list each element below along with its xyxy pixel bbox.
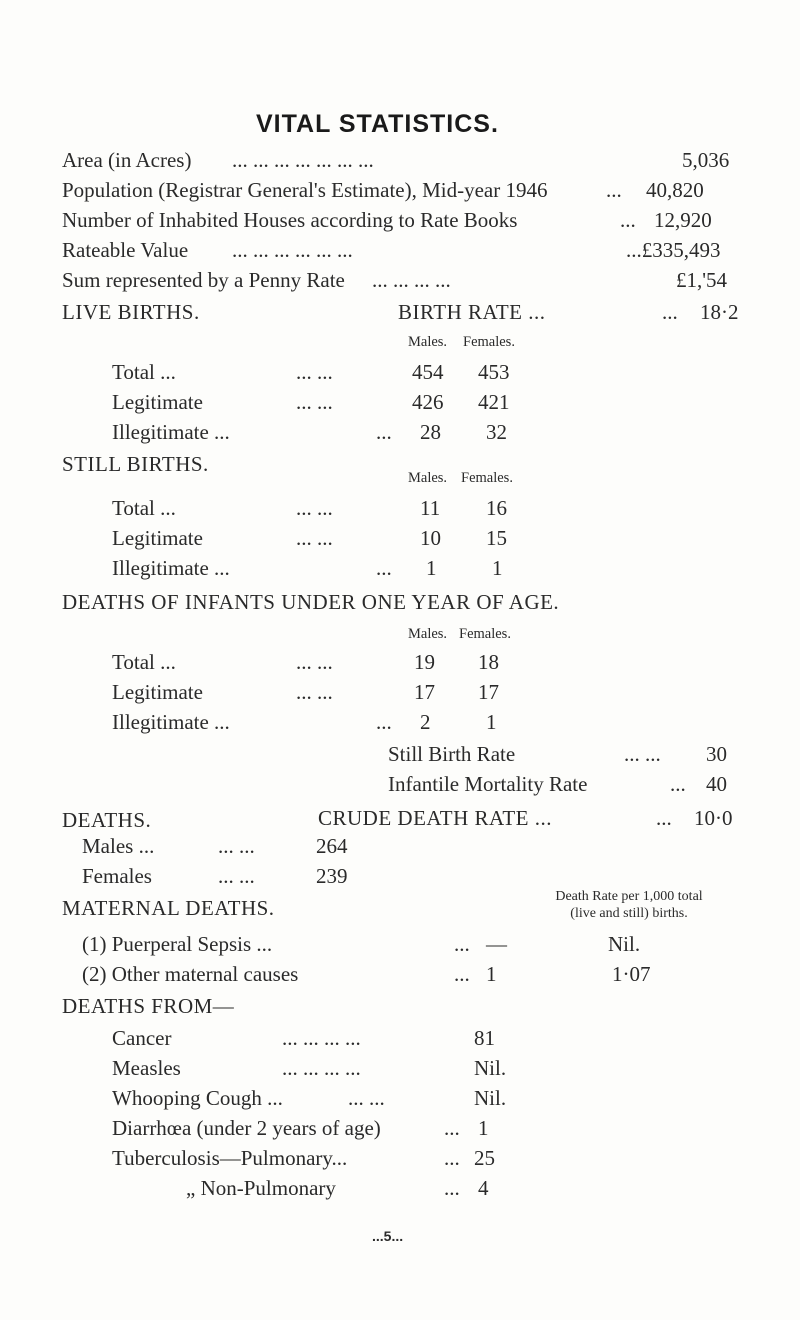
tuberculosis-pulmonary-label: Tuberculosis—Pulmonary... [112,1146,348,1170]
still-births-illegitimate-females: 1 [492,556,503,580]
live-births-total-label: Total ... [112,360,176,384]
still-births-legitimate-females: 15 [486,526,507,550]
live-births-illegitimate-females: 32 [486,420,507,444]
live-births-females-header: Females. [463,334,515,350]
diarrhoea-label: Diarrhœa (under 2 years of age) [112,1116,381,1140]
live-births-heading: LIVE BIRTHS. [62,300,200,324]
houses-dots: ... [620,208,636,232]
cancer-dots: ... ... ... ... [282,1026,361,1050]
page-number: ...5... [372,1228,404,1244]
live-births-total-males: 454 [412,360,444,384]
infant-deaths-total-label: Total ... [112,650,176,674]
infantile-mortality-rate-value: 40 [706,772,727,796]
measles-dots: ... ... ... ... [282,1056,361,1080]
deaths-males-label: Males ... [82,834,155,858]
whooping-cough-dots: ... ... [348,1086,385,1110]
infant-deaths-total-females: 18 [478,650,499,674]
tuberculosis-non-pulmonary-label: „ Non-Pulmonary [186,1176,336,1200]
maternal-rate-note [524,888,734,922]
area-label: Area (in Acres) [62,148,192,172]
penny-rate-label: Sum represented by a Penny Rate [62,268,345,292]
deaths-females-label: Females [82,864,152,888]
infant-deaths-females-header: Females. [459,626,511,642]
infantile-mortality-rate-label: Infantile Mortality Rate [388,772,588,796]
still-births-legitimate-label: Legitimate [112,526,203,550]
infant-deaths-legitimate-dots: ... ... [296,680,333,704]
puerperal-sepsis-count: — [486,932,507,956]
infant-deaths-illegitimate-females: 1 [486,710,497,734]
other-maternal-causes-label: (2) Other maternal causes [82,962,299,986]
still-births-total-males: 11 [420,496,441,520]
cancer-label: Cancer [112,1026,172,1050]
rateable-value-dots: ... ... ... ... ... ... [232,238,353,262]
deaths-females-value: 239 [316,864,348,888]
still-births-illegitimate-males: 1 [426,556,437,580]
deaths-males-value: 264 [316,834,348,858]
deaths-females-dots: ... ... [218,864,255,888]
live-births-males-header: Males. [408,334,448,350]
live-births-illegitimate-label: Illegitimate ... [112,420,230,444]
whooping-cough-label: Whooping Cough ... [112,1086,283,1110]
maternal-rate-note-line2: (live and still) births. [570,906,688,921]
page-title: VITAL STATISTICS. [256,110,499,138]
puerperal-sepsis-rate: Nil. [608,932,641,956]
live-births-illegitimate-males: 28 [420,420,441,444]
still-births-total-label: Total ... [112,496,176,520]
measles-label: Measles [112,1056,181,1080]
deaths-males-dots: ... ... [218,834,255,858]
live-births-total-females: 453 [478,360,510,384]
still-births-illegitimate-dots: ... [376,556,392,580]
live-births-legitimate-males: 426 [412,390,444,414]
maternal-deaths-heading: MATERNAL DEATHS. [62,896,275,920]
infant-deaths-illegitimate-label: Illegitimate ... [112,710,230,734]
infant-deaths-total-dots: ... ... [296,650,333,674]
houses-label: Number of Inhabited Houses according to Rate Books [62,208,518,232]
infant-deaths-legitimate-females: 17 [478,680,499,704]
tuberculosis-non-pulmonary-dots: ... [444,1176,460,1200]
infant-deaths-total-males: 19 [414,650,435,674]
puerperal-sepsis-label: (1) Puerperal Sepsis ... [82,932,273,956]
still-birth-rate-dots: ... ... [624,742,661,766]
crude-death-rate-value: 10·0 [694,806,733,830]
still-births-legitimate-males: 10 [420,526,441,550]
infant-deaths-illegitimate-dots: ... [376,710,392,734]
rateable-value-value: ...£335,493 [626,238,721,262]
cancer-value: 81 [474,1026,495,1050]
birth-rate-dots: ... [662,300,678,324]
still-births-legitimate-dots: ... ... [296,526,333,550]
tuberculosis-non-pulmonary-value: 4 [478,1176,489,1200]
still-births-illegitimate-label: Illegitimate ... [112,556,230,580]
live-births-legitimate-dots: ... ... [296,390,333,414]
area-dots: ... ... ... ... ... ... ... [232,148,374,172]
infant-deaths-legitimate-males: 17 [414,680,435,704]
still-births-total-dots: ... ... [296,496,333,520]
live-births-total-dots: ... ... [296,360,333,384]
crude-death-rate-dots: ... [656,806,672,830]
still-births-heading: STILL BIRTHS. [62,452,209,476]
infantile-mortality-rate-dots: ... [670,772,686,796]
population-dots: ... [606,178,622,202]
area-value: 5,036 [682,148,730,172]
penny-rate-value: £1,'54 [676,268,728,292]
deaths-heading: DEATHS. [62,808,152,832]
live-births-legitimate-label: Legitimate [112,390,203,414]
live-births-legitimate-females: 421 [478,390,510,414]
whooping-cough-value: Nil. [474,1086,507,1110]
infant-deaths-heading: DEATHS OF INFANTS UNDER ONE YEAR OF AGE. [62,590,560,614]
measles-value: Nil. [474,1056,507,1080]
deaths-from-heading: DEATHS FROM— [62,994,235,1018]
puerperal-sepsis-dots: ... [454,932,470,956]
other-maternal-causes-rate: 1·07 [612,962,651,986]
population-label: Population (Registrar General's Estimate), Mid-year 1946 [62,178,548,202]
infant-deaths-legitimate-label: Legitimate [112,680,203,704]
birth-rate-label: BIRTH RATE ... [398,300,546,324]
infant-deaths-males-header: Males. [408,626,448,642]
still-birth-rate-label: Still Birth Rate [388,742,516,766]
rateable-value-label: Rateable Value [62,238,189,262]
diarrhoea-value: 1 [478,1116,489,1140]
other-maternal-causes-count: 1 [486,962,497,986]
houses-value: 12,920 [654,208,712,232]
infant-deaths-illegitimate-males: 2 [420,710,431,734]
other-maternal-causes-dots: ... [454,962,470,986]
tuberculosis-pulmonary-dots: ... [444,1146,460,1170]
crude-death-rate-label: CRUDE DEATH RATE ... [318,806,552,830]
birth-rate-value: 18·2 [700,300,739,324]
population-value: 40,820 [646,178,704,202]
penny-rate-dots: ... ... ... ... [372,268,451,292]
diarrhoea-dots: ... [444,1116,460,1140]
live-births-illegitimate-dots: ... [376,420,392,444]
still-births-females-header: Females. [461,470,513,486]
still-births-total-females: 16 [486,496,507,520]
maternal-rate-note-line1: Death Rate per 1,000 total [555,889,703,904]
tuberculosis-pulmonary-value: 25 [474,1146,495,1170]
still-birth-rate-value: 30 [706,742,727,766]
still-births-males-header: Males. [408,470,448,486]
